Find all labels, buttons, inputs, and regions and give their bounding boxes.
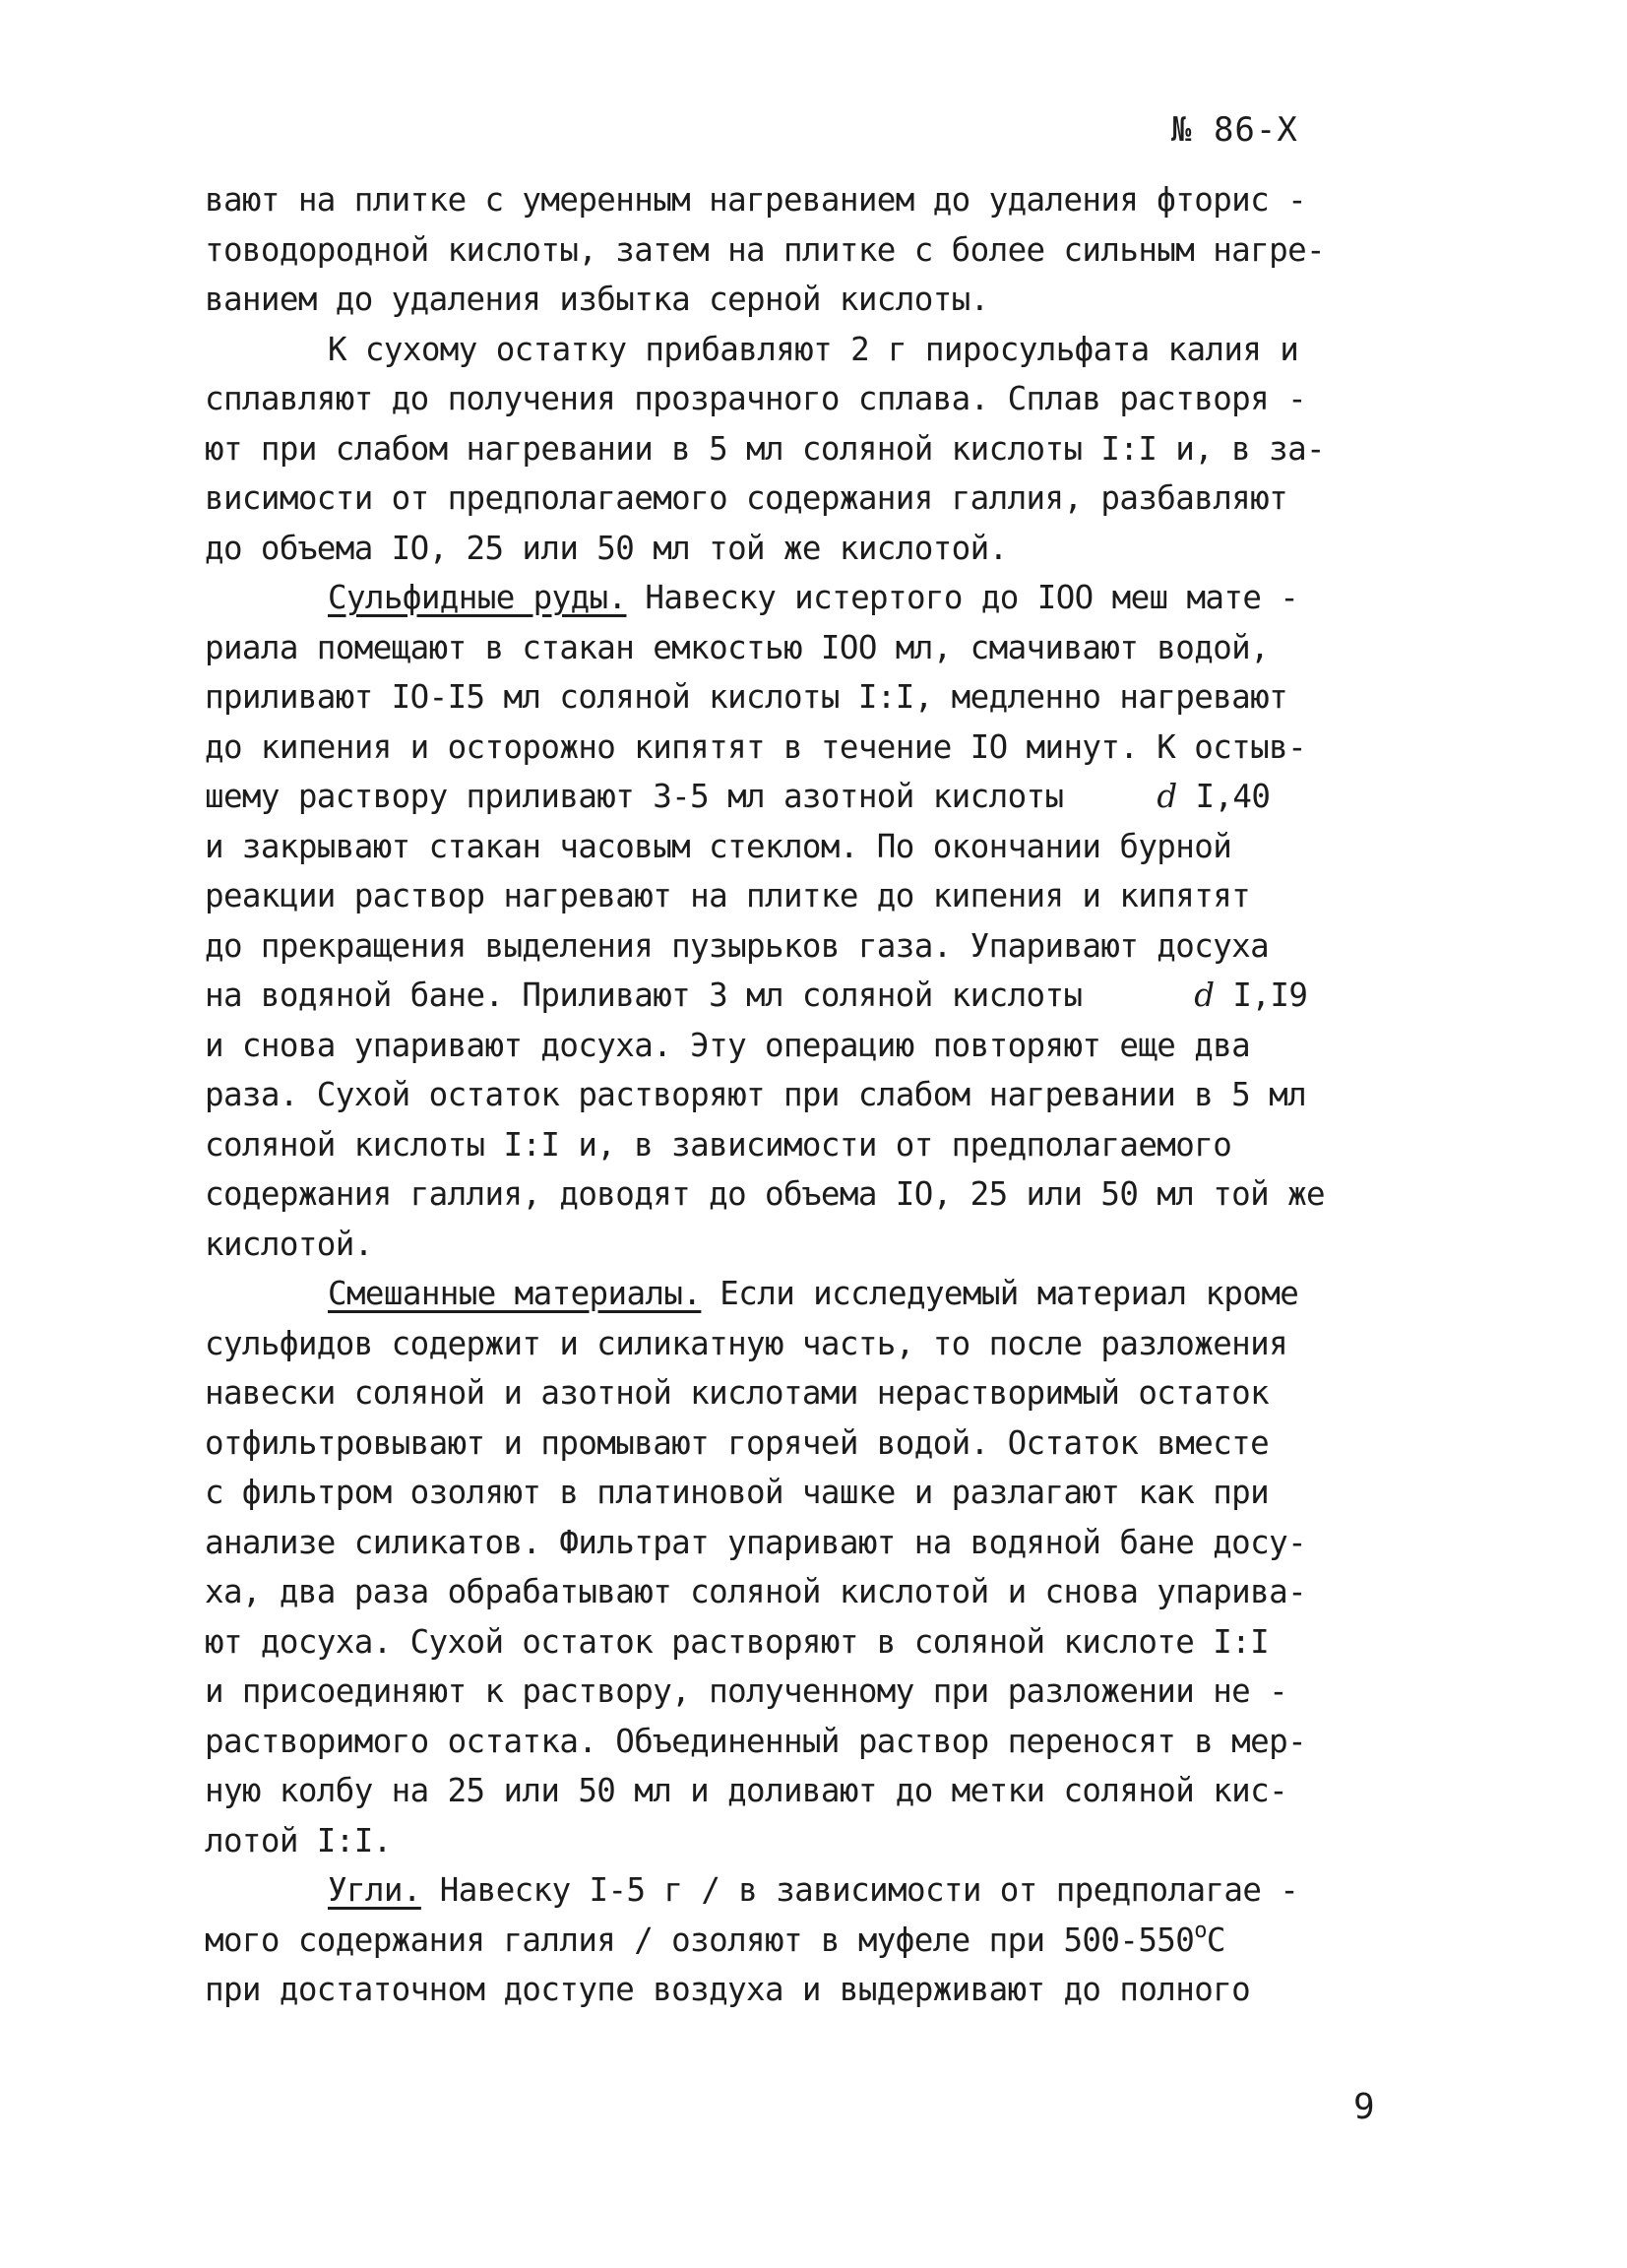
text-fragment: Навеску истертого до IOO меш мате - [626,579,1299,616]
text-line: кислотой. [205,1225,373,1263]
density-value: I,I9 [1214,976,1308,1014]
section-heading-sulfide-ores: Сульфидные руды. [328,579,627,616]
text-line: вают на плитке с умеренным нагреванием до удаления фторис - [205,181,1307,219]
text-line: ванием до удаления избытка серной кислоты. [205,281,989,318]
text-fragment: на водяной бане. Приливают 3 мл соляной кислоты [205,976,1083,1014]
formula-line [205,772,1445,822]
text-line: сплавляют до получения прозрачного сплава. Сплав растворя - [205,380,1307,417]
text-line: реакции раствор нагревают на плитке до кипения и кипятят [205,877,1251,914]
text-line: К сухому остатку прибавляют 2 г пиросульфата калия и [328,330,1299,368]
text-line: содержания галлия, доводят до объема IO, 25 или 50 мл той же [205,1175,1325,1213]
text-line: до объема IO, 25 или 50 мл той же кислотой. [205,529,1008,567]
text-line: и присоединяют к раствору, полученному при разложении не - [205,1672,1288,1710]
section-heading-coals: Угли. [328,1871,421,1909]
text-line: до прекращения выделения пузырьков газа. Упаривают досуха [205,926,1270,965]
text-line: товодородной кислоты, затем на плитке с более сильным нагре- [205,230,1325,269]
text-line: ют досуха. Сухой остаток растворяют в соляной кислоте I:I [205,1622,1270,1661]
page-number: 9 [1353,2087,1375,2127]
text-line: риала помещают в стакан емкостью IOO мл, смачивают водой, [205,628,1270,666]
text-line: ха, два раза обрабатывают соляной кислотой и снова упарива- [205,1573,1307,1610]
section-heading-mixed-materials: Смешанные материалы. [328,1275,702,1312]
text-line: при достаточном доступе воздуха и выдерживают до полного [205,1971,1251,2008]
text-line: ют при слабом нагревании в 5 мл соляной кислоты I:I и, в за- [205,429,1325,468]
page-body [205,175,1445,2015]
text-line: ную колбу на 25 или 50 мл и доливают до метки соляной кис- [205,1772,1288,1809]
text-line: сульфидов содержит и силикатную часть, то после разложения [205,1324,1288,1362]
text-line: висимости от предполагаемого содержания галлия, разбавляют [205,479,1288,517]
text-line: соляной кислоты I:I и, в зависимости от предполагаемого [205,1125,1232,1164]
text-line: с фильтром озоляют в платиновой чашке и разлагают как при [205,1474,1270,1511]
text-line: отфильтровывают и промывают горячей водой. Остаток вместе [205,1423,1270,1462]
section-line [205,573,1445,623]
text-fragment: Навеску I-5 г / в зависимости от предполагае - [420,1871,1299,1909]
document-number: № 86-Х [1171,110,1298,150]
text-fragment: Если исследуемый материал кроме [701,1275,1299,1312]
celsius-unit: C [1206,1921,1225,1959]
text-line: навески соляной и азотной кислотами нерастворимый остаток [205,1374,1270,1412]
degree-superscript: o [1194,1918,1207,1943]
text-line: раза. Сухой остаток растворяют при слабом нагревании в 5 мл [205,1076,1307,1113]
text-line: до кипения и осторожно кипятят в течение IO минут. К остыв- [205,727,1307,766]
density-symbol: d [1157,778,1177,815]
text-line: анализе силикатов. Фильтрат упаривают на водяной бане досу- [205,1523,1307,1561]
formula-line [205,1916,1445,1966]
formula-line [205,971,1445,1021]
text-line: и снова упаривают досуха. Эту операцию повторяют еще два [205,1026,1251,1064]
text-line: и закрывают стакан часовым стеклом. По окончании бурной [205,827,1232,865]
text-fragment: мого содержания галлия / озоляют в муфеле при 500-550 [205,1921,1195,1959]
section-line [205,1269,1445,1319]
density-symbol: d [1194,976,1215,1014]
text-fragment: шему раствору приливают 3-5 мл азотной кислоты [205,778,1064,815]
text-line: растворимого остатка. Объединенный раствор переносят в мер- [205,1722,1307,1760]
density-value: I,40 [1176,778,1271,815]
section-line [205,1865,1445,1916]
text-line: лотой I:I. [205,1821,392,1859]
text-line: приливают IO-I5 мл соляной кислоты I:I, медленно нагревают [205,678,1288,716]
